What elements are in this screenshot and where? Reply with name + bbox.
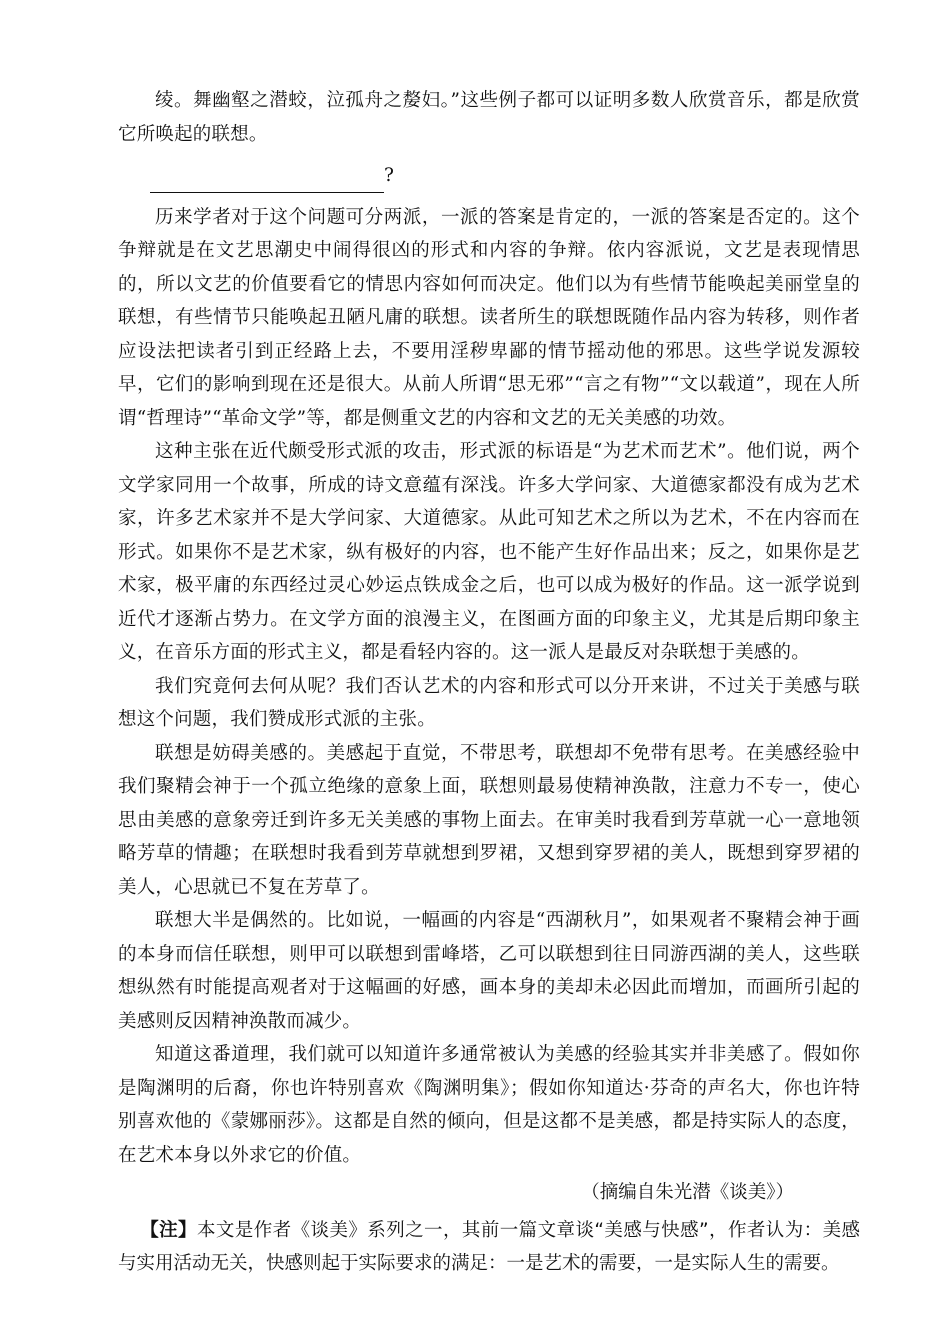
fill-in-blank-question bbox=[150, 159, 860, 193]
footnote-label: 【注】 bbox=[140, 1219, 197, 1241]
paragraph-two-schools: 历来学者对于这个问题可分两派，一派的答案是肯定的，一派的答案是否定的。这个争辩就是在文艺思潮史中闹得很凶的形式和内容的争辩。依内容派说，文艺是表现情思的，所以文艺的价值要看它的情思内容如何而决定。他们以为有些情节能唤起美丽堂皇的联想，有些情节只能唤起丑陋凡庸的联想。读者所生的联想既随作品内容为转移，则作者应设法把读者引到正经路上去，不要用淫秽卑鄙的情节摇动他的邪思。这些学说发源较早，它们的影响到现在还是很大。从前人所谓“思无邪”“言之有物”“文以载道”，现在人所谓“哲理诗”“革命文学”等，都是侧重文艺的内容和文艺的无关美感的功效。 bbox=[118, 206, 860, 429]
paragraph-conclusion: 知道这番道理，我们就可以知道许多通常被认为美感的经验其实并非美感了。假如你是陶渊明的后裔，你也许特别喜欢《陶渊明集》；假如你知道达·芬奇的声名大，你也许特别喜欢他的《蒙娜丽莎》。这都是自然的倾向，但是这都不是美感，都是持实际人的态度，在艺术本身以外求它的价值。 bbox=[118, 1044, 860, 1166]
source-citation: （摘编自朱光潜《谈美》） bbox=[581, 1182, 794, 1203]
paragraph-association-accidental: 联想大半是偶然的。比如说，一幅画的内容是“西湖秋月”，如果观者不聚精会神于画的本身而信任联想，则甲可以联想到雷峰塔，乙可以联想到往日同游西湖的美人，这些联想纵然有时能提高观者对于这幅画的好感，画本身的美却未必因此而增加，而画所引起的美感则反因精神涣散而减少。 bbox=[118, 910, 860, 1032]
paragraph-formalist-school: 这种主张在近代颇受形式派的攻击，形式派的标语是“为艺术而艺术”。他们说，两个文学家同用一个故事，所成的诗文意蕴有深浅。许多大学问家、大道德家都没有成为艺术家，许多艺术家并不是大学问家、大道德家。从此可知艺术之所以为艺术，不在内容而在形式。如果你不是艺术家，纵有极好的内容，也不能产生好作品出来；反之，如果你是艺术家，极平庸的东西经过灵心妙运点铁成金之后，也可以成为极好的作品。这一派学说到近代才逐渐占势力。在文学方面的浪漫主义，在图画方面的印象主义，尤其是后期印象主义，在音乐方面的形式主义，都是看轻内容的。这一派人是最反对杂联想于美感的。 bbox=[118, 441, 860, 663]
document-page bbox=[118, 84, 860, 1281]
paragraph-association-hinders: 联想是妨碍美感的。美感起于直觉，不带思考，联想却不免带有思考。在美感经验中我们聚精会神于一个孤立绝缘的意象上面，联想则最易使精神涣散，注意力不专一，使心思由美感的意象旁迁到许多无关美感的事物上面去。在审美时我看到芳草就一心一意地领略芳草的情趣；在联想时我看到芳草就想到罗裙，又想到穿罗裙的美人，既想到穿罗裙的美人，心思就已不复在芳草了。 bbox=[118, 742, 860, 898]
paragraph-our-position: 我们究竟何去何从呢？我们否认艺术的内容和形式可以分开来讲，不过关于美感与联想这个问题，我们赞成形式派的主张。 bbox=[118, 675, 860, 730]
footnote-text: 本文是作者《谈美》系列之一，其前一篇文章谈“美感与快感”，作者认为：美感与实用活动无关，快感则起于实际要求的满足：一是艺术的需要，一是实际人生的需要。 bbox=[118, 1219, 860, 1274]
question-mark: ? bbox=[384, 165, 394, 186]
paragraph-intro-continued: 绫。舞幽壑之潜蛟，泣孤舟之嫠妇。”这些例子都可以证明多数人欣赏音乐，都是欣赏它所唤起的联想。 bbox=[118, 90, 860, 145]
blank-underline bbox=[150, 166, 384, 193]
footnote bbox=[118, 1214, 860, 1281]
